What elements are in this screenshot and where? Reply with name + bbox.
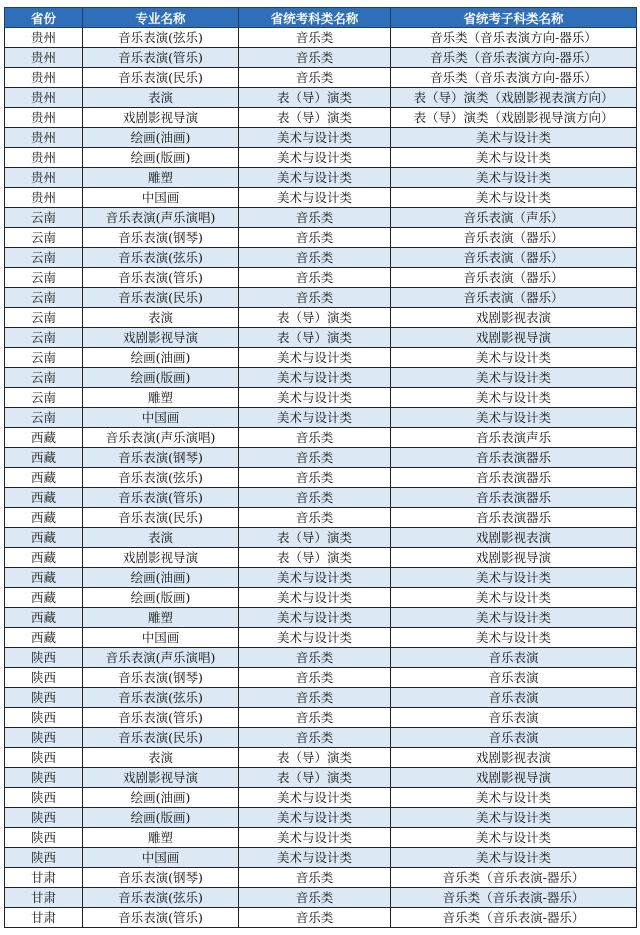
cell-exam-category: 音乐类 [239,428,391,448]
cell-province: 甘肃 [5,868,83,888]
cell-exam-category: 表（导）演类 [239,768,391,788]
cell-major-name: 雕塑 [83,388,239,408]
cell-exam-subcategory: 音乐表演（器乐） [391,288,637,308]
cell-exam-category: 美术与设计类 [239,168,391,188]
cell-province: 甘肃 [5,908,83,928]
cell-major-name: 绘画(版画) [83,808,239,828]
cell-exam-category: 表（导）演类 [239,308,391,328]
cell-province: 贵州 [5,88,83,108]
cell-province: 陕西 [5,768,83,788]
cell-exam-category: 美术与设计类 [239,588,391,608]
cell-exam-subcategory: 美术与设计类 [391,808,637,828]
cell-exam-category: 美术与设计类 [239,608,391,628]
table-row [5,828,637,848]
table-row [5,308,637,328]
cell-province: 云南 [5,208,83,228]
cell-province: 西藏 [5,628,83,648]
table-row [5,848,637,868]
cell-province: 云南 [5,288,83,308]
cell-exam-subcategory: 音乐类（音乐表演-器乐） [391,908,637,928]
cell-province: 云南 [5,308,83,328]
cell-major-name: 音乐表演(钢琴) [83,448,239,468]
cell-exam-category: 音乐类 [239,228,391,248]
cell-province: 贵州 [5,48,83,68]
cell-major-name: 音乐表演(声乐演唱) [83,648,239,668]
cell-exam-subcategory: 美术与设计类 [391,828,637,848]
cell-exam-category: 音乐类 [239,668,391,688]
table-row [5,748,637,768]
cell-province: 陕西 [5,808,83,828]
header-exam-subcategory: 省统考子科类名称 [391,8,637,28]
cell-province: 陕西 [5,748,83,768]
table-row [5,128,637,148]
table-row [5,428,637,448]
cell-province: 陕西 [5,848,83,868]
cell-exam-category: 美术与设计类 [239,848,391,868]
cell-exam-category: 美术与设计类 [239,788,391,808]
table-row [5,648,637,668]
cell-major-name: 戏剧影视导演 [83,548,239,568]
table-row [5,608,637,628]
table-row [5,188,637,208]
cell-exam-category: 表（导）演类 [239,748,391,768]
cell-exam-subcategory: 音乐表演 [391,668,637,688]
cell-major-name: 中国画 [83,188,239,208]
cell-major-name: 音乐表演(管乐) [83,488,239,508]
cell-province: 云南 [5,388,83,408]
cell-exam-category: 美术与设计类 [239,188,391,208]
cell-exam-category: 音乐类 [239,468,391,488]
cell-province: 西藏 [5,608,83,628]
cell-exam-category: 音乐类 [239,868,391,888]
cell-exam-category: 音乐类 [239,448,391,468]
cell-exam-category: 音乐类 [239,888,391,908]
cell-major-name: 绘画(油画) [83,788,239,808]
cell-major-name: 音乐表演(钢琴) [83,228,239,248]
cell-province: 陕西 [5,688,83,708]
cell-exam-subcategory: 音乐表演（器乐） [391,248,637,268]
cell-exam-category: 美术与设计类 [239,828,391,848]
cell-exam-category: 音乐类 [239,648,391,668]
table-row [5,388,637,408]
cell-province: 西藏 [5,548,83,568]
cell-major-name: 音乐表演(弦乐) [83,888,239,908]
cell-exam-subcategory: 美术与设计类 [391,128,637,148]
table-row [5,288,637,308]
cell-major-name: 音乐表演(声乐演唱) [83,208,239,228]
table-row [5,88,637,108]
cell-exam-subcategory: 美术与设计类 [391,348,637,368]
cell-exam-subcategory: 美术与设计类 [391,608,637,628]
cell-major-name: 绘画(油画) [83,348,239,368]
cell-major-name: 音乐表演(民乐) [83,728,239,748]
cell-province: 西藏 [5,428,83,448]
cell-exam-category: 美术与设计类 [239,568,391,588]
cell-major-name: 音乐表演(钢琴) [83,868,239,888]
table-row [5,48,637,68]
cell-exam-subcategory: 美术与设计类 [391,168,637,188]
cell-exam-subcategory: 美术与设计类 [391,188,637,208]
cell-exam-category: 美术与设计类 [239,808,391,828]
cell-province: 贵州 [5,68,83,88]
table-row [5,348,637,368]
cell-exam-subcategory: 音乐表演（器乐） [391,268,637,288]
table-row [5,368,637,388]
cell-major-name: 中国画 [83,848,239,868]
cell-exam-category: 美术与设计类 [239,388,391,408]
cell-province: 贵州 [5,28,83,48]
cell-major-name: 音乐表演(弦乐) [83,468,239,488]
table-row [5,768,637,788]
cell-province: 云南 [5,408,83,428]
table-row [5,448,637,468]
cell-major-name: 雕塑 [83,828,239,848]
cell-major-name: 雕塑 [83,608,239,628]
cell-exam-category: 音乐类 [239,288,391,308]
cell-exam-subcategory: 表（导）演类（戏剧影视导演方向） [391,108,637,128]
cell-province: 贵州 [5,128,83,148]
table-row [5,808,637,828]
table-row [5,668,637,688]
cell-major-name: 绘画(油画) [83,128,239,148]
cell-exam-category: 音乐类 [239,68,391,88]
cell-province: 西藏 [5,568,83,588]
cell-major-name: 戏剧影视导演 [83,768,239,788]
cell-exam-category: 音乐类 [239,508,391,528]
cell-exam-subcategory: 音乐类（音乐表演方向-器乐） [391,28,637,48]
cell-exam-category: 美术与设计类 [239,148,391,168]
table-row [5,28,637,48]
cell-province: 云南 [5,248,83,268]
cell-province: 云南 [5,268,83,288]
cell-major-name: 中国画 [83,628,239,648]
header-province: 省份 [5,8,83,28]
table-row [5,68,637,88]
major-category-table [4,7,637,928]
table-row [5,408,637,428]
cell-exam-category: 表（导）演类 [239,528,391,548]
cell-exam-subcategory: 音乐类（音乐表演-器乐） [391,888,637,908]
table-row [5,548,637,568]
table-row [5,708,637,728]
cell-exam-category: 表（导）演类 [239,88,391,108]
cell-province: 西藏 [5,508,83,528]
cell-exam-subcategory: 音乐表演（声乐） [391,208,637,228]
table-row [5,868,637,888]
cell-province: 陕西 [5,788,83,808]
cell-exam-category: 音乐类 [239,708,391,728]
cell-major-name: 音乐表演(弦乐) [83,248,239,268]
cell-exam-category: 音乐类 [239,268,391,288]
cell-exam-subcategory: 戏剧影视导演 [391,328,637,348]
cell-exam-subcategory: 美术与设计类 [391,628,637,648]
cell-exam-subcategory: 美术与设计类 [391,848,637,868]
cell-major-name: 绘画(版画) [83,588,239,608]
cell-exam-category: 音乐类 [239,248,391,268]
header-major-name: 专业名称 [83,8,239,28]
cell-province: 贵州 [5,148,83,168]
table-row [5,168,637,188]
cell-exam-category: 音乐类 [239,728,391,748]
cell-exam-category: 音乐类 [239,688,391,708]
table-row [5,628,637,648]
cell-province: 陕西 [5,648,83,668]
cell-exam-subcategory: 音乐表演 [391,728,637,748]
cell-major-name: 表演 [83,748,239,768]
table-row [5,508,637,528]
table-row [5,528,637,548]
cell-exam-category: 美术与设计类 [239,348,391,368]
table-row [5,688,637,708]
cell-exam-category: 美术与设计类 [239,128,391,148]
cell-exam-subcategory: 音乐类（音乐表演方向-器乐） [391,48,637,68]
cell-province: 陕西 [5,828,83,848]
cell-major-name: 音乐表演(民乐) [83,288,239,308]
cell-exam-category: 表（导）演类 [239,108,391,128]
cell-exam-subcategory: 音乐表演器乐 [391,508,637,528]
cell-exam-subcategory: 戏剧影视导演 [391,768,637,788]
cell-exam-subcategory: 美术与设计类 [391,388,637,408]
table-row [5,208,637,228]
cell-major-name: 音乐表演(弦乐) [83,28,239,48]
table-row [5,468,637,488]
cell-exam-subcategory: 音乐表演 [391,708,637,728]
header-exam-category: 省统考科类名称 [239,8,391,28]
cell-exam-subcategory: 美术与设计类 [391,148,637,168]
cell-exam-subcategory: 戏剧影视导演 [391,548,637,568]
table-row [5,228,637,248]
cell-exam-subcategory: 表（导）演类（戏剧影视表演方向） [391,88,637,108]
cell-major-name: 音乐表演(钢琴) [83,668,239,688]
cell-major-name: 表演 [83,88,239,108]
cell-exam-category: 音乐类 [239,488,391,508]
cell-province: 西藏 [5,488,83,508]
cell-exam-subcategory: 音乐表演器乐 [391,488,637,508]
cell-province: 陕西 [5,668,83,688]
cell-province: 西藏 [5,448,83,468]
cell-major-name: 音乐表演(民乐) [83,508,239,528]
cell-exam-subcategory: 戏剧影视表演 [391,308,637,328]
cell-province: 贵州 [5,188,83,208]
cell-major-name: 音乐表演(管乐) [83,268,239,288]
table-row [5,108,637,128]
cell-province: 贵州 [5,168,83,188]
cell-major-name: 音乐表演(声乐演唱) [83,428,239,448]
cell-exam-subcategory: 美术与设计类 [391,588,637,608]
table-row [5,248,637,268]
cell-province: 甘肃 [5,888,83,908]
cell-province: 陕西 [5,708,83,728]
cell-province: 西藏 [5,468,83,488]
table-row [5,788,637,808]
cell-province: 云南 [5,228,83,248]
cell-exam-category: 音乐类 [239,908,391,928]
cell-major-name: 音乐表演(管乐) [83,48,239,68]
cell-major-name: 音乐表演(管乐) [83,708,239,728]
cell-province: 云南 [5,348,83,368]
cell-exam-category: 美术与设计类 [239,628,391,648]
cell-exam-subcategory: 音乐表演器乐 [391,448,637,468]
cell-province: 陕西 [5,728,83,748]
cell-exam-category: 美术与设计类 [239,408,391,428]
table-row [5,568,637,588]
cell-exam-category: 音乐类 [239,48,391,68]
cell-exam-subcategory: 音乐表演 [391,688,637,708]
cell-province: 贵州 [5,108,83,128]
cell-exam-category: 音乐类 [239,28,391,48]
header-row [5,8,637,28]
cell-exam-subcategory: 音乐表演（器乐） [391,228,637,248]
cell-major-name: 音乐表演(弦乐) [83,688,239,708]
cell-major-name: 绘画(版画) [83,368,239,388]
table-row [5,728,637,748]
cell-exam-subcategory: 音乐表演声乐 [391,428,637,448]
cell-exam-category: 表（导）演类 [239,328,391,348]
cell-exam-category: 美术与设计类 [239,368,391,388]
cell-exam-subcategory: 美术与设计类 [391,788,637,808]
cell-major-name: 雕塑 [83,168,239,188]
cell-major-name: 戏剧影视导演 [83,328,239,348]
table-row [5,588,637,608]
cell-major-name: 中国画 [83,408,239,428]
cell-exam-category: 音乐类 [239,208,391,228]
table-row [5,888,637,908]
cell-exam-subcategory: 音乐表演器乐 [391,468,637,488]
cell-exam-subcategory: 音乐表演 [391,648,637,668]
cell-province: 西藏 [5,528,83,548]
cell-major-name: 音乐表演(管乐) [83,908,239,928]
cell-major-name: 绘画(版画) [83,148,239,168]
cell-province: 云南 [5,328,83,348]
cell-major-name: 表演 [83,308,239,328]
cell-major-name: 表演 [83,528,239,548]
cell-major-name: 音乐表演(民乐) [83,68,239,88]
cell-exam-subcategory: 美术与设计类 [391,568,637,588]
cell-exam-category: 表（导）演类 [239,548,391,568]
table-row [5,488,637,508]
cell-major-name: 戏剧影视导演 [83,108,239,128]
cell-exam-subcategory: 戏剧影视表演 [391,748,637,768]
cell-exam-subcategory: 戏剧影视表演 [391,528,637,548]
cell-exam-subcategory: 美术与设计类 [391,368,637,388]
cell-major-name: 绘画(油画) [83,568,239,588]
cell-province: 西藏 [5,588,83,608]
cell-province: 云南 [5,368,83,388]
cell-exam-subcategory: 音乐类（音乐表演方向-器乐） [391,68,637,88]
cell-exam-subcategory: 音乐类（音乐表演-器乐） [391,868,637,888]
table-row [5,908,637,928]
table-row [5,328,637,348]
table-row [5,148,637,168]
table-row [5,268,637,288]
table-body [5,28,637,928]
cell-exam-subcategory: 美术与设计类 [391,408,637,428]
